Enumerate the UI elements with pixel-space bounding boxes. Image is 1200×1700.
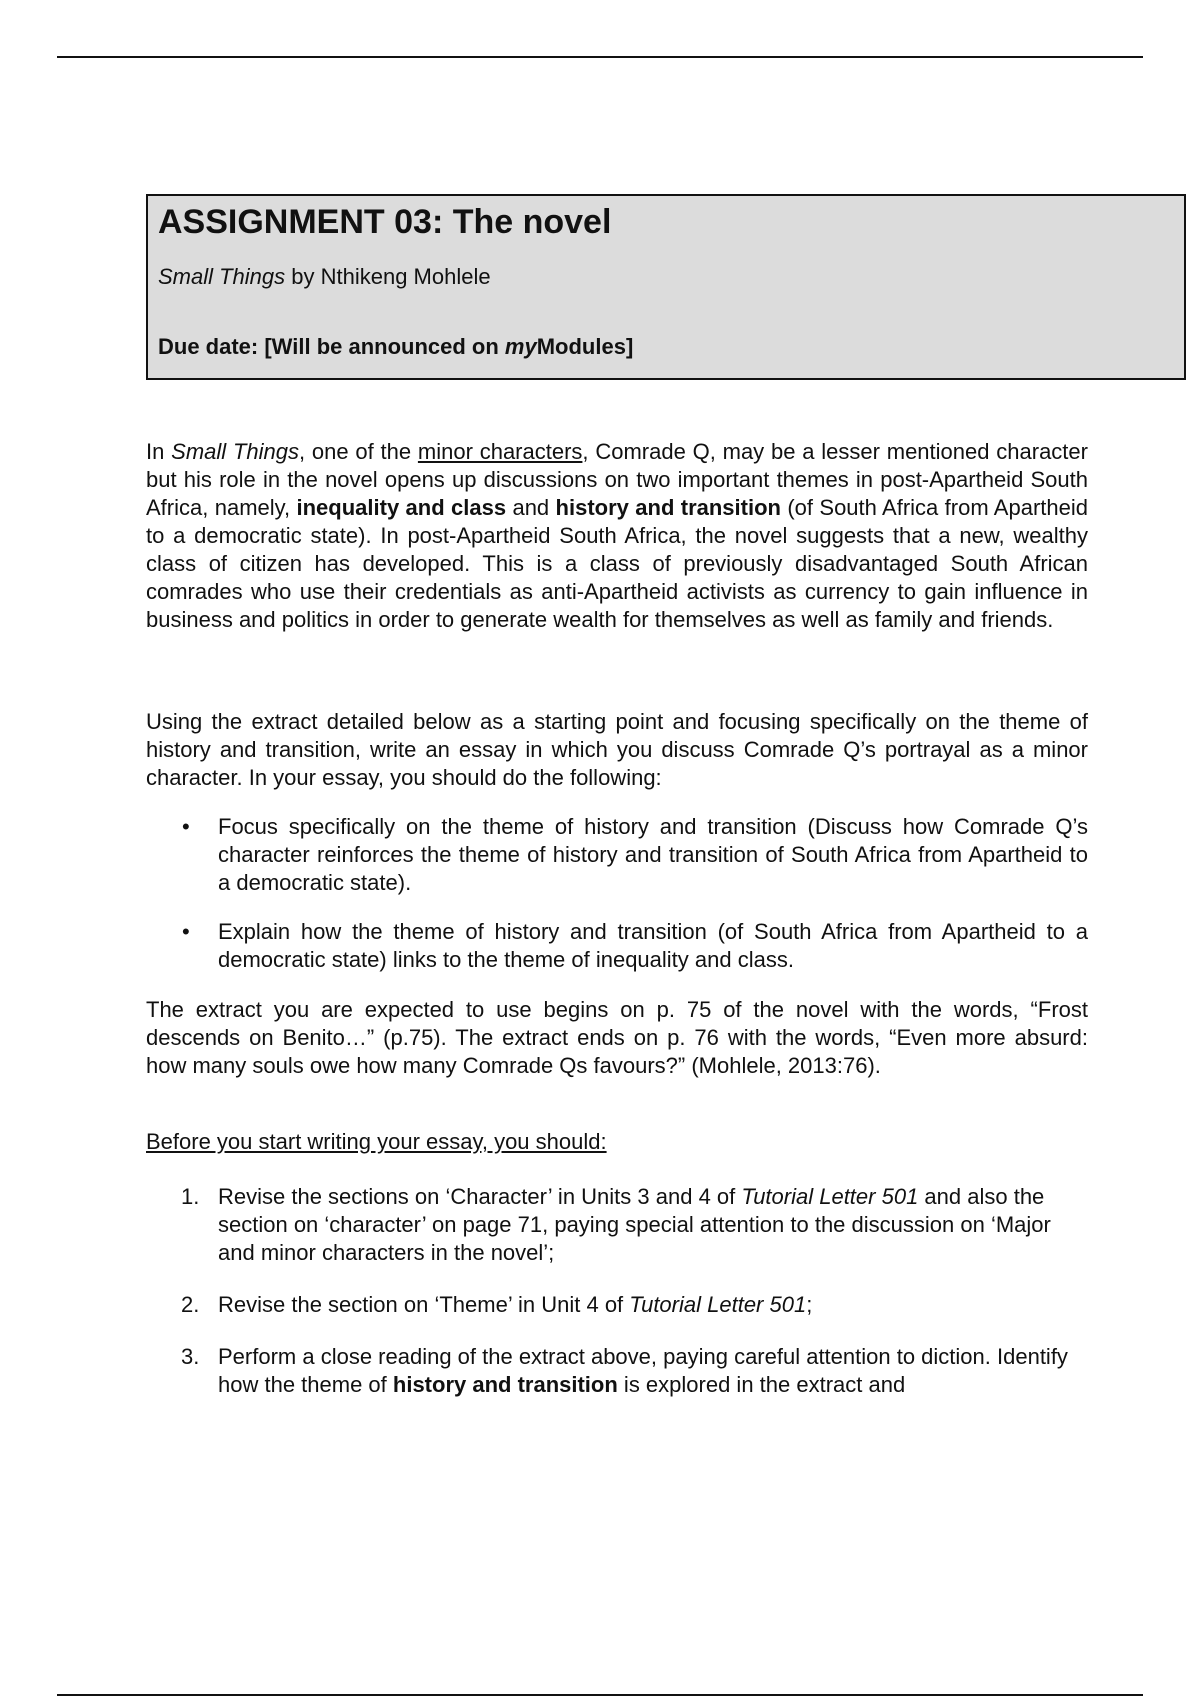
book-line [158,264,1174,290]
intro-text-3: , Comrade Q, may be a lesser mentioned character but his role in the novel opens up discussions on two important themes in post-Apartheid South Africa, namely, [146,439,1088,520]
bullet-text: Focus specifically on the theme of history and transition (Discuss how Comrade Q’s character reinforces the theme of history and transition of South Africa from Apartheid to a democratic state). [218,814,1088,895]
numbered-item-3-text-1: Perform a close reading of the extract above, paying careful attention to diction. Identify how the theme of [218,1344,1068,1397]
numbered-item-2-text-2: ; [806,1292,813,1317]
numbered-item-2 [146,1291,1088,1319]
numbered-item-2-text-1: Revise the section on ‘Theme’ in Unit 4 of [218,1292,630,1317]
intro-novel-title: Small Things [171,439,299,464]
due-date-my: my [504,334,537,359]
numbered-item-1 [146,1183,1088,1267]
due-date [158,334,1174,360]
bullet-item [146,813,1088,897]
bullet-mark: • [182,814,190,839]
bottom-rule [57,1694,1143,1696]
numbered-mark: 2. [181,1292,200,1317]
numbered-item-1-text-2: and also the section on ‘character’ on page 71, paying special attention to the discussion on ‘Major and minor characters in the novel’; [218,1184,1051,1265]
bullet-mark: • [182,919,190,944]
numbered-item-3-text-2: is explored in the extract and [617,1372,906,1397]
intro-theme-history: history and transition [555,495,781,520]
book-title: Small Things [158,264,286,289]
due-date-prefix: Due date: [Will be announced on [158,334,505,359]
top-rule [57,56,1143,58]
due-date-suffix: Modules] [536,334,634,359]
intro-paragraph [146,438,1088,634]
before-you-start-heading: Before you start writing your essay, you should: [146,1129,607,1154]
assignment-title: ASSIGNMENT 03: The novel [158,203,612,241]
book-author: by Nthikeng Mohlele [285,264,491,289]
numbered-item-1-tutorial-letter: Tutorial Letter 501 [741,1184,919,1209]
instructions-paragraph: Using the extract detailed below as a starting point and focusing specifically on the theme of history and transition, write an essay in which you discuss Comrade Q’s portrayal as a minor character. In your essay, you should do the following: [146,709,1088,790]
intro-text-5: (of South Africa from Apartheid to a democratic state). In post-Apartheid South Africa, the novel suggests that a new, wealthy class of citizen has developed. This is a class of previously disadvantaged South African comrades who use their credentials as anti-Apartheid activists as currency to gain influence in business and politics in order to generate wealth for themselves as well as family and friends. [146,495,1088,632]
numbered-item-2-tutorial-letter: Tutorial Letter 501 [629,1292,807,1317]
bullet-item [146,918,1088,974]
numbered-item-1-text-1: Revise the sections on ‘Character’ in Units 3 and 4 of [218,1184,742,1209]
bullet-list [146,813,1088,995]
intro-text-1: In [146,439,172,464]
intro-minor-characters: minor characters [417,439,583,464]
numbered-mark: 3. [181,1344,200,1369]
assignment-header-box [146,194,1186,380]
numbered-list [146,1183,1088,1423]
numbered-item-3 [146,1343,1088,1399]
numbered-item-3-history-transition: history and transition [392,1372,618,1397]
intro-text-2: , one of the [298,439,418,464]
intro-theme-inequality: inequality and class [296,495,507,520]
intro-text-4: and [506,495,556,520]
extract-paragraph: The extract you are expected to use begins on p. 75 of the novel with the words, “Frost descends on Benito…” (p.75). The extract ends on p. 76 with the words, “Even more absurd: how many souls owe how many Comrade Qs favours?” (Mohlele, 2013:76). [146,997,1088,1078]
numbered-mark: 1. [181,1184,200,1209]
bullet-text: Explain how the theme of history and transition (of South Africa from Apartheid to a democratic state) links to the theme of inequality and class. [218,919,1088,972]
